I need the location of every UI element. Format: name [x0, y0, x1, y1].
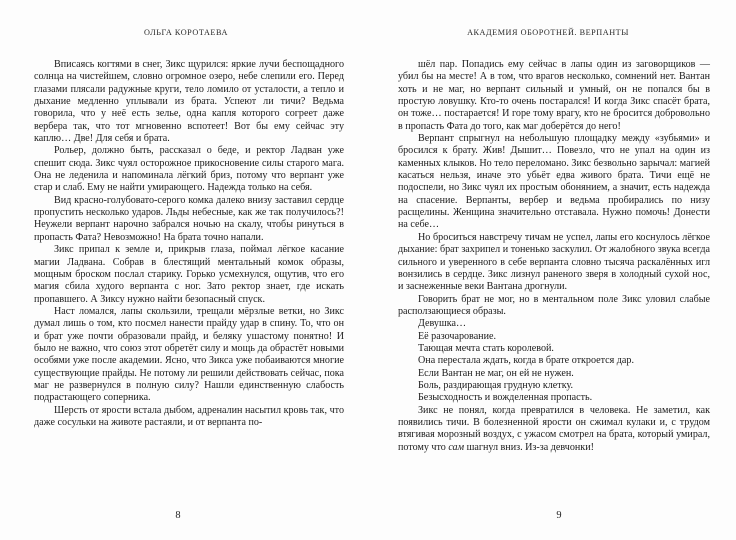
right-page — [368, 0, 736, 540]
final-paragraph-part-1: Зикс не понял, когда превратился в человека. Не заметил, как появились тичи. В болезненной ярости он сжимал кулаки и, с трудом втягивая морозный воздух, с ужасом смотрел на брата, который умирал, потому что — [398, 404, 710, 453]
short-line: Девушка… — [418, 318, 467, 330]
paragraph: шёл пар. Попадись ему сейчас в лапы один из заговорщиков — убил бы на месте! А в том, что врагов несколько, сомнений нет. Вантан хоть и не маг, но верпант сильный и умный, он не попался бы в простую ловушку. Кто-то очень постарался! И когда Зикс спасёт брата, он тоже… постарается! И горе тому врагу, кто не бросится добровольно в пропасть Фата до того, как маг доберётся до него! — [398, 59, 710, 132]
paragraph: Наст ломался, лапы скользили, трещали мёрзлые ветки, но Зикс думал лишь о том, кто посмел нанести прайду удар в спину. То, что он и брат уже почти образовали прайд, и беляку ушастому понятно! И было не важно, что союз этот обретёт силу и мощь да обрастёт новыми особями уже после академии. Ясно, что Зикса уже побаиваются многие существующие прайды. Не потому ли решили действовать сейчас, пока маг не развернулся в полную силу? Нашли единственную слабость подрастающего соперника. — [34, 305, 344, 404]
paragraph: Верпант спрыгнул на небольшую площадку между «зубьями» и бросился к брату. Жив! Дышит… Повезло, что не упал на один из каменных клыков. Но тело переломано. Зикс безвольно зарычал: магией касаться нельзя, иначе это убьёт едва живого брата. Тичи ещё не подоспели, но Зикс чуял их простым обонянием, а значит, есть надежда на спасение. Верпанты, вербер и ведьма пробирались по низу расщелины. Женщина значительно отставала. Нужно помочь! Донести на себе… — [398, 133, 710, 231]
left-text-block — [34, 59, 344, 429]
short-line: Её разочарование. — [418, 330, 496, 342]
emphasized-word: сам — [448, 441, 465, 453]
right-running-head: АКАДЕМИЯ ОБОРОТНЕЙ. ВЕРПАНТЫ — [467, 28, 629, 37]
short-line: Тающая мечта стать королевой. — [418, 342, 554, 354]
paragraph: Зикс припал к земле и, прикрыв глаза, поймал лёгкое касание магии Ладвана. Собрав в блестящий ментальный комок образы, мощным броском послал старику. Горько усмехнулся, ощутив, что его магия сбила худого верпанта с ног. Зато ректор знает, где искать пропавшего. А Зиксу нужно найти безопасный спуск. — [34, 244, 344, 305]
paragraph: Но броситься навстречу тичам не успел, лапы его коснулось лёгкое дыхание: брат захрипел и тоненько заскулил. От жалобного звука всегда сильного и уверенного в себе верпанта словно тысяча раскалённых игл вонзились в сердце. Зикс лизнул раненого зверя в холодный сухой нос, и заснеженные веки Вантана дрогнули. — [398, 231, 710, 293]
left-running-head: ОЛЬГА КОРОТАЕВА — [144, 28, 228, 37]
short-line: Она перестала ждать, когда в брате откроется дар. — [418, 355, 634, 367]
right-page-number: 9 — [556, 510, 562, 521]
paragraph: Шерсть от ярости встала дыбом, адреналин насытил кровь так, что даже сосульки на животе растаяли, и от верпанта по- — [34, 404, 344, 428]
short-line: Безысходность и вожделенная пропасть. — [418, 392, 593, 404]
paragraph: Вид красно-голубовато-серого комка далеко внизу заставил сердце пропустить несколько ударов. Льды небесные, как же так получилось?! Неужели верпант нарочно забрался ночью на скалу, чтобы ринуться в пропасть Фата? Невозможно! На брата точно напали. — [34, 194, 344, 243]
right-text-block — [398, 59, 710, 454]
left-page-number: 8 — [175, 510, 181, 521]
paragraph: Говорить брат не мог, но в ментальном поле Зикс уловил слабые расползающиеся образы. — [398, 293, 710, 317]
final-paragraph-part-2: шагнул вниз. Из-за девчонки! — [464, 441, 594, 453]
paragraph: Рольер, должно быть, рассказал о беде, и ректор Ладван уже спешит сюда. Зикс чуял осторожное прикосновение силы старого мага. Она не леденила и напоминала лёгкий бриз, потому что верпант уже стар и слаб. Ему не найти умирающего. Надежда только на себя. — [34, 145, 344, 194]
final-paragraph — [398, 405, 710, 454]
paragraph: Вписаясь когтями в снег, Зикс щурился: яркие лучи беспощадного солнца на чистейшем, словно огромное озеро, небе слепили его. Перед глазами плясали радужные круги, тело ломило от усталости, а тепло и дыхание медленно уплывали из брата. Успеют ли тичи? Ведьма говорила, что у неё есть зелье, одна капля которого согреет даже вербера так, что тот мгновенно вспотеет! Вот бы ему сейчас эту каплю… Две! Для себя и брата. — [34, 59, 344, 145]
short-line: Боль, раздирающая грудную клетку. — [418, 379, 574, 391]
short-line: Если Вантан не маг, он ей не нужен. — [418, 367, 574, 379]
